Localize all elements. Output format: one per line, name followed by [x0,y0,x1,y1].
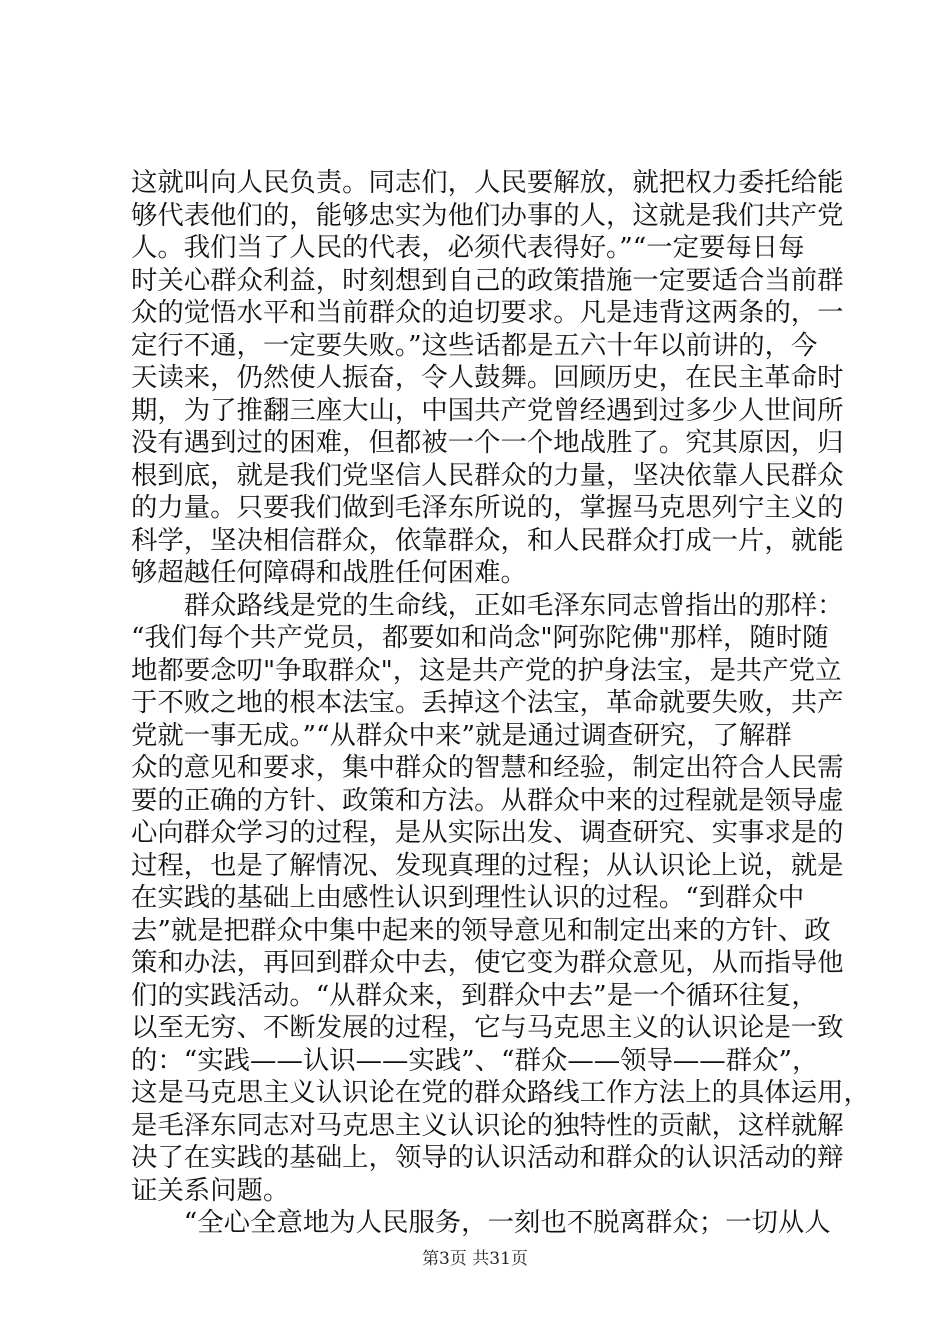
text-line: 的：“实践——认识——实践”、“群众——领导——群众”， [131,1044,819,1076]
body-text [131,167,870,1240]
text-line: 没有遇到过的困难，但都被一个一个地战胜了。究其原因，归 [131,427,844,458]
text-line: 科学，坚决相信群众，依靠群众，和人民群众打成一片，就能 [131,524,844,556]
page-footer: 第3页 共31页 [422,1249,528,1269]
text-line: 党就一事无成。”“从群众中来”就是通过调查研究，了解群 [131,719,792,751]
text-line: 这就叫向人民负责。同志们，人民要解放，就把权力委托给能 [131,167,844,198]
text-line: 以至无穷、不断发展的过程，它与马克思主义的认识论是一致 [131,1012,844,1043]
text-line: 天读来，仍然使人振奋，令人鼓舞。回顾历史，在民主革命时 [131,362,844,393]
text-line: 是毛泽东同志对马克思主义认识论的独特性的贡献，这样就解 [131,1109,844,1141]
text-line: 心向群众学习的过程，是从实际出发、调查研究、实事求是的 [131,817,844,848]
text-line: 定行不通，一定要失败。”这些话都是五六十年以前讲的，今 [131,329,818,361]
text-line: 期，为了推翻三座大山，中国共产党曾经遇到过多少人世间所 [131,394,844,426]
text-line: 们的实践活动。“从群众来，到群众中去”是一个循环往复， [131,979,818,1011]
text-line: 的力量。只要我们做到毛泽东所说的，掌握马克思列宁主义的 [131,492,844,523]
text-line: 根到底，就是我们党坚信人民群众的力量，坚决依靠人民群众 [131,459,844,491]
text-line: 够超越任何障碍和战胜任何困难。 [131,557,527,588]
text-line: 够代表他们的，能够忠实为他们办事的人，这就是我们共产党 [131,199,844,231]
text-line: 于不败之地的根本法宝。丢掉这个法宝，革命就要失败，共产 [131,687,844,718]
text-line: 策和办法，再回到群众中去，使它变为群众意见，从而指导他 [131,947,844,978]
text-line: 众的意见和要求，集中群众的智慧和经验，制定出符合人民需 [131,752,844,783]
text-line: 群众路线是党的生命线，正如毛泽东同志曾指出的那样： [131,589,844,621]
text-line: “全心全意地为人民服务，一刻也不脱离群众；一切从人 [131,1207,831,1238]
text-line: 在实践的基础上由感性认识到理性认识的过程。“到群众中 [131,882,805,913]
text-line: 过程，也是了解情况、发现真理的过程；从认识论上说，就是 [131,849,844,881]
text-line: 证关系问题。 [131,1174,290,1206]
text-line: 人。我们当了人民的代表，必须代表得好。”“一定要每日每 [131,232,805,263]
text-line: 要的正确的方针、政策和方法。从群众中来的过程就是领导虚 [131,784,844,816]
text-line: 决了在实践的基础上，领导的认识活动和群众的认识活动的辩 [131,1142,844,1173]
text-line: “我们每个共产党员，都要如和尚念"阿弥陀佛"那样，随时随 [131,622,829,653]
text-line: 去”就是把群众中集中起来的领导意见和制定出来的方针、政 [131,914,831,946]
text-line: 这是马克思主义认识论在党的群众路线工作方法上的具体运用， [131,1077,870,1108]
text-line: 地都要念叨"争取群众"，这是共产党的护身法宝，是共产党立 [131,654,842,686]
text-line: 众的觉悟水平和当前群众的迫切要求。凡是违背这两条的，一 [131,297,844,328]
text-line: 时关心群众利益，时刻想到自己的政策措施一定要适合当前群 [131,264,844,296]
